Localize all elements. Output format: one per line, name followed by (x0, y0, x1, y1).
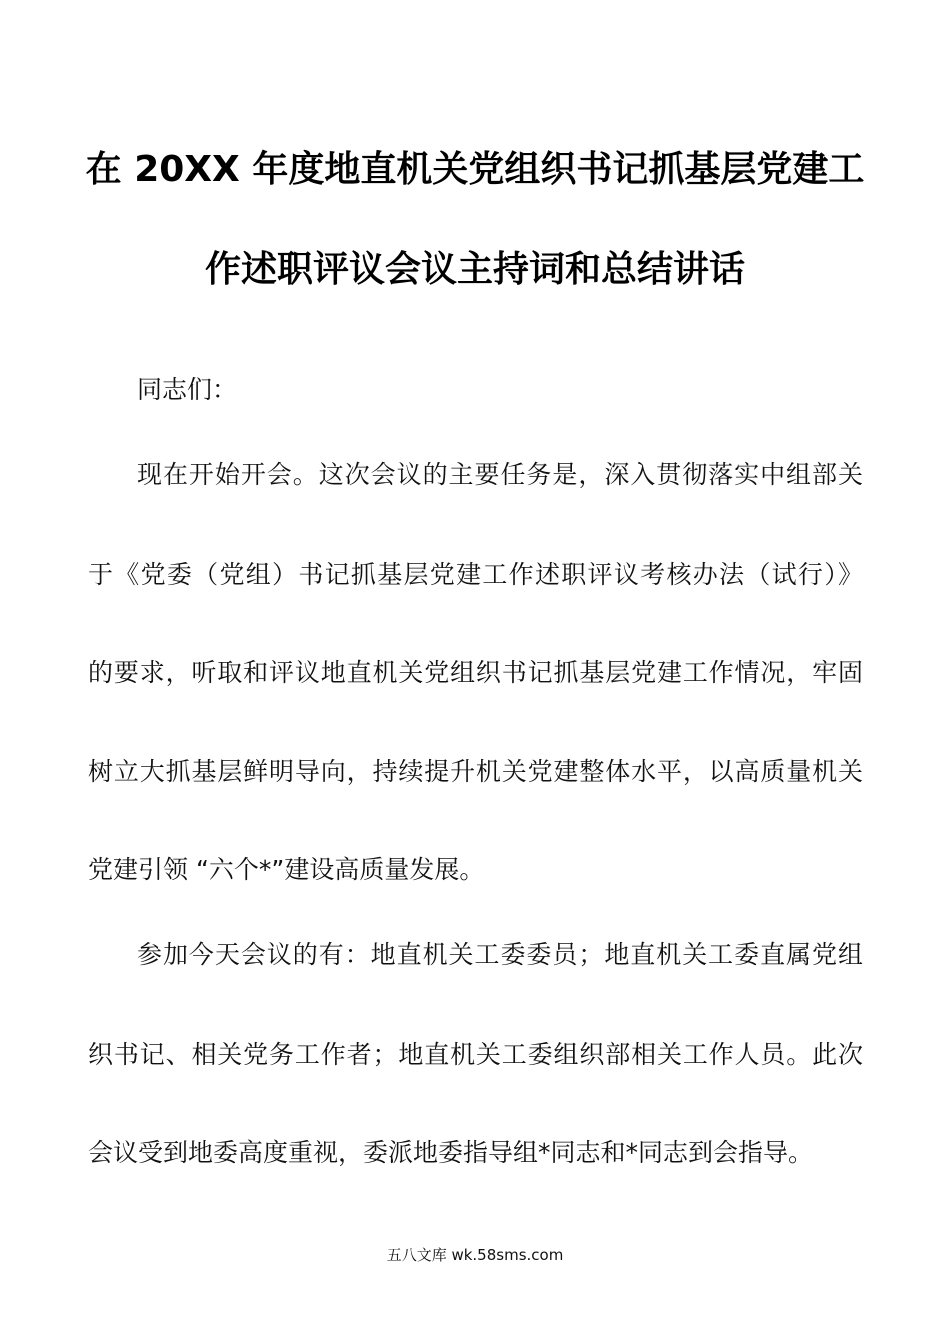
paragraph-1-line-4: 树立大抓基层鲜明导向，持续提升机关党建整体水平，以高质量机关 (88, 757, 863, 786)
paragraph-2-line-1: 参加今天会议的有：地直机关工委委员；地直机关工委直属党组 (137, 940, 863, 969)
paragraph-1-line-2: 于《党委（党组）书记抓基层党建工作述职评议考核办法（试行）》 (88, 560, 863, 589)
paragraph-1-line-1: 现在开始开会。这次会议的主要任务是，深入贯彻落实中组部关 (137, 460, 863, 489)
document-title-line-2: 作述职评议会议主持词和总结讲话 (204, 249, 745, 290)
document-title-line-1: 在 20XX 年度地直机关党组织书记抓基层党建工 (85, 149, 865, 190)
paragraph-1-line-3: 的要求，听取和评议地直机关党组织书记抓基层党建工作情况，牢固 (88, 658, 863, 687)
footer-watermark: 五八文库 wk.58sms.com (386, 1246, 564, 1264)
salutation: 同志们： (137, 375, 238, 404)
paragraph-2-line-2: 织书记、相关党务工作者；地直机关工委组织部相关工作人员。此次 (88, 1040, 863, 1069)
paragraph-2-line-3: 会议受到地委高度重视，委派地委指导组*同志和*同志到会指导。 (88, 1138, 814, 1167)
paragraph-1-line-5: 党建引领 “六个*”建设高质量发展。 (88, 855, 485, 884)
